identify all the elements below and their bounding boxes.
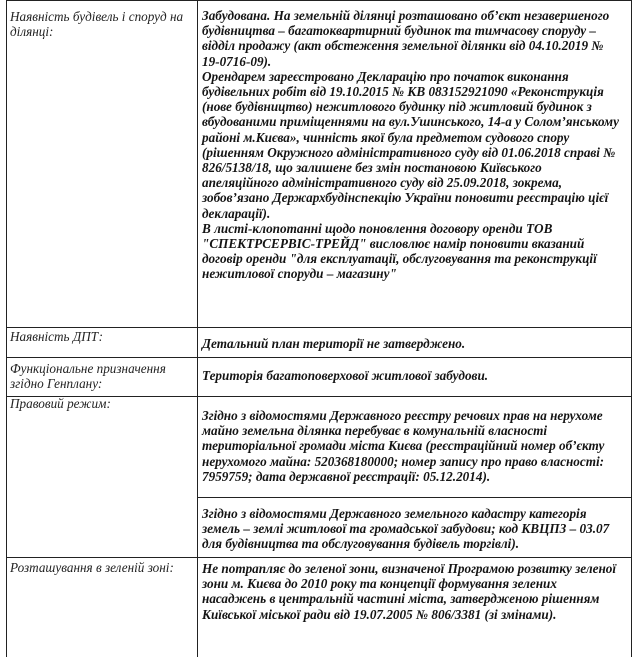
row-divider bbox=[6, 357, 631, 358]
paragraph-1: Не потрапляє до зеленої зони, визначеної Програмою розвитку зеленої зони м. Києва до 2010 року та концепції формування зелених насаджень в центральній частині міста, затвердженою рішенням Київської міської ради від 19.07.2005 № 806/3381 (зі змінами). bbox=[202, 561, 617, 622]
row-divider bbox=[197, 497, 631, 498]
row-value bbox=[202, 408, 620, 484]
row-divider bbox=[6, 557, 631, 558]
row-value bbox=[202, 8, 620, 282]
column-divider bbox=[197, 0, 198, 657]
row-label: Правовий режим: bbox=[10, 396, 111, 411]
row-value bbox=[202, 506, 620, 552]
row-divider bbox=[6, 327, 631, 328]
paragraph-1: Забудована. На земельній ділянці розташовано об’єкт незавершеного будівництва – багатоквартирний будинок та тимчасову споруду – відділ продажу (акт обстеження земельної ділянки від 04.10.2019 № 19-0716-09). bbox=[202, 8, 610, 69]
row-label: Наявність ДПТ: bbox=[10, 329, 103, 344]
row-value bbox=[202, 561, 620, 622]
row-value bbox=[202, 336, 620, 351]
row-value bbox=[202, 368, 620, 383]
paragraph-1: Згідно з відомостями Державного реєстру речових прав на нерухоме майно земельна ділянка перебуває в комунальній власності територіальної громади міста Києва (реєстраційний номер об’єкту нерухомого майна: 520368180000; номер запису про право власності: 7959759; дата державної реєстрації: 05.12.2014). bbox=[202, 408, 605, 484]
row-label: Наявність будівель і споруд на ділянці: bbox=[10, 9, 184, 39]
row-label: Функціональне призначення згідно Генплану: bbox=[10, 361, 166, 391]
paragraph-3: В листі-клопотанні щодо поновлення договору оренди ТОВ "СПЕКТРСЕРВІС-ТРЕЙД" висловлює намір поновити вказаний договір оренди "для експлуатації, обслуговування та реконструкції нежитлової споруди – магазину" bbox=[202, 220, 597, 282]
table-top-border bbox=[6, 0, 631, 1]
paragraph-1: Територія багатоповерхової житлової забудови. bbox=[202, 368, 489, 383]
paragraph-1: Детальний план території не затверджено. bbox=[202, 336, 466, 351]
paragraph-1: Згідно з відомостями Державного земельного кадастру категорія земель – землі житлової та громадської забудови; код КВЦПЗ – 03.07 для будівництва та обслуговування будівель торгівлі). bbox=[202, 506, 610, 552]
row-label: Розташування в зеленій зоні: bbox=[10, 560, 174, 575]
paragraph-2: Орендарем зареєстровано Декларацію про початок виконання будівельних робіт від 19.10.2015 № КВ 083152921090 «Реконструкція (нове будівництво) нежитлового будинку під житловий будинок з вбудованими приміщеннями на вул.Ушинського, 14-а у Солом’янському районі м.Києва», чинність якої була предметом судового спору (рішенням Окружного адміністративного суду від 01.06.2018 справі № 826/5138/18, що залишене без змін постановою Київського апеляційного адміністративного суду від 25.09.2018, зокрема, зобов’язано Держархбудінспекцію України поновити реєстрацію цієї декларації). bbox=[202, 68, 619, 221]
